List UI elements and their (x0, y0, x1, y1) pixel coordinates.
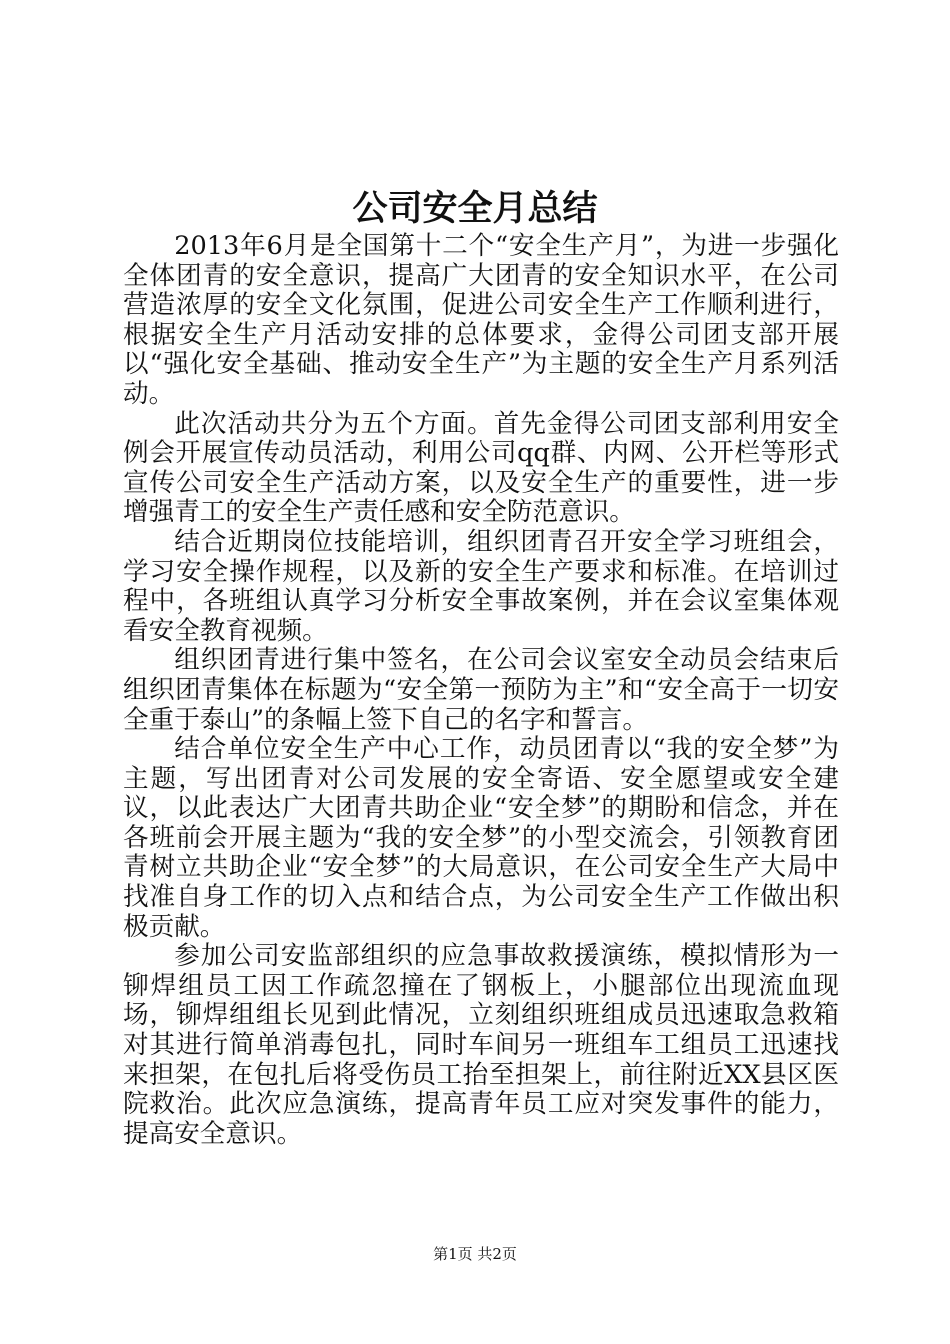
paragraph-1: 2013年6月是全国第十二个“安全生产月”，为进一步强化全体团青的安全意识，提高广大团青的安全知识水平，在公司营造浓厚的安全文化氛围，促进公司安全生产工作顺利进行，根据安全生产月活动安排的总体要求，金得公司团支部开展以“强化安全基础、推动安全生产”为主题的安全生产月系列活动。 (123, 231, 839, 409)
page-number-footer: 第1页 共2页 (433, 1245, 517, 1263)
paragraph-4: 组织团青进行集中签名，在公司会议室安全动员会结束后组织团青集体在标题为“安全第一预防为主”和“安全高于一切安全重于泰山”的条幅上签下自己的名字和誓言。 (123, 645, 839, 735)
paragraph-6: 参加公司安监部组织的应急事故救援演练，模拟情形为一铆焊组员工因工作疏忽撞在了钢板上，小腿部位出现流血现场，铆焊组组长见到此情况，立刻组织班组成员迅速取急救箱对其进行简单消毒包扎，同时车间另一班组车工组员工迅速找来担架，在包扎后将受伤员工抬至担架上，前往附近XX县区医院救治。此次应急演练，提高青年员工应对突发事件的能力，提高安全意识。 (123, 941, 839, 1149)
paragraph-5: 结合单位安全生产中心工作，动员团青以“我的安全梦”为主题，写出团青对公司发展的安全寄语、安全愿望或安全建议，以此表达广大团青共助企业“安全梦”的期盼和信念，并在各班前会开展主题为“我的安全梦”的小型交流会，引领教育团青树立共助企业“安全梦”的大局意识，在公司安全生产大局中找准自身工作的切入点和结合点，为公司安全生产工作做出积极贡献。 (123, 734, 839, 942)
document-body (123, 232, 839, 1149)
paragraph-3: 结合近期岗位技能培训，组织团青召开安全学习班组会，学习安全操作规程，以及新的安全生产要求和标准。在培训过程中，各班组认真学习分析安全事故案例，并在会议室集体观看安全教育视频。 (123, 526, 839, 646)
paragraph-2: 此次活动共分为五个方面。首先金得公司团支部利用安全例会开展宣传动员活动，利用公司qq群、内网、公开栏等形式宣传公司安全生产活动方案，以及安全生产的重要性，进一步增强青工的安全生产责任感和安全防范意识。 (123, 408, 839, 528)
document-title: 公司安全月总结 (352, 188, 598, 229)
